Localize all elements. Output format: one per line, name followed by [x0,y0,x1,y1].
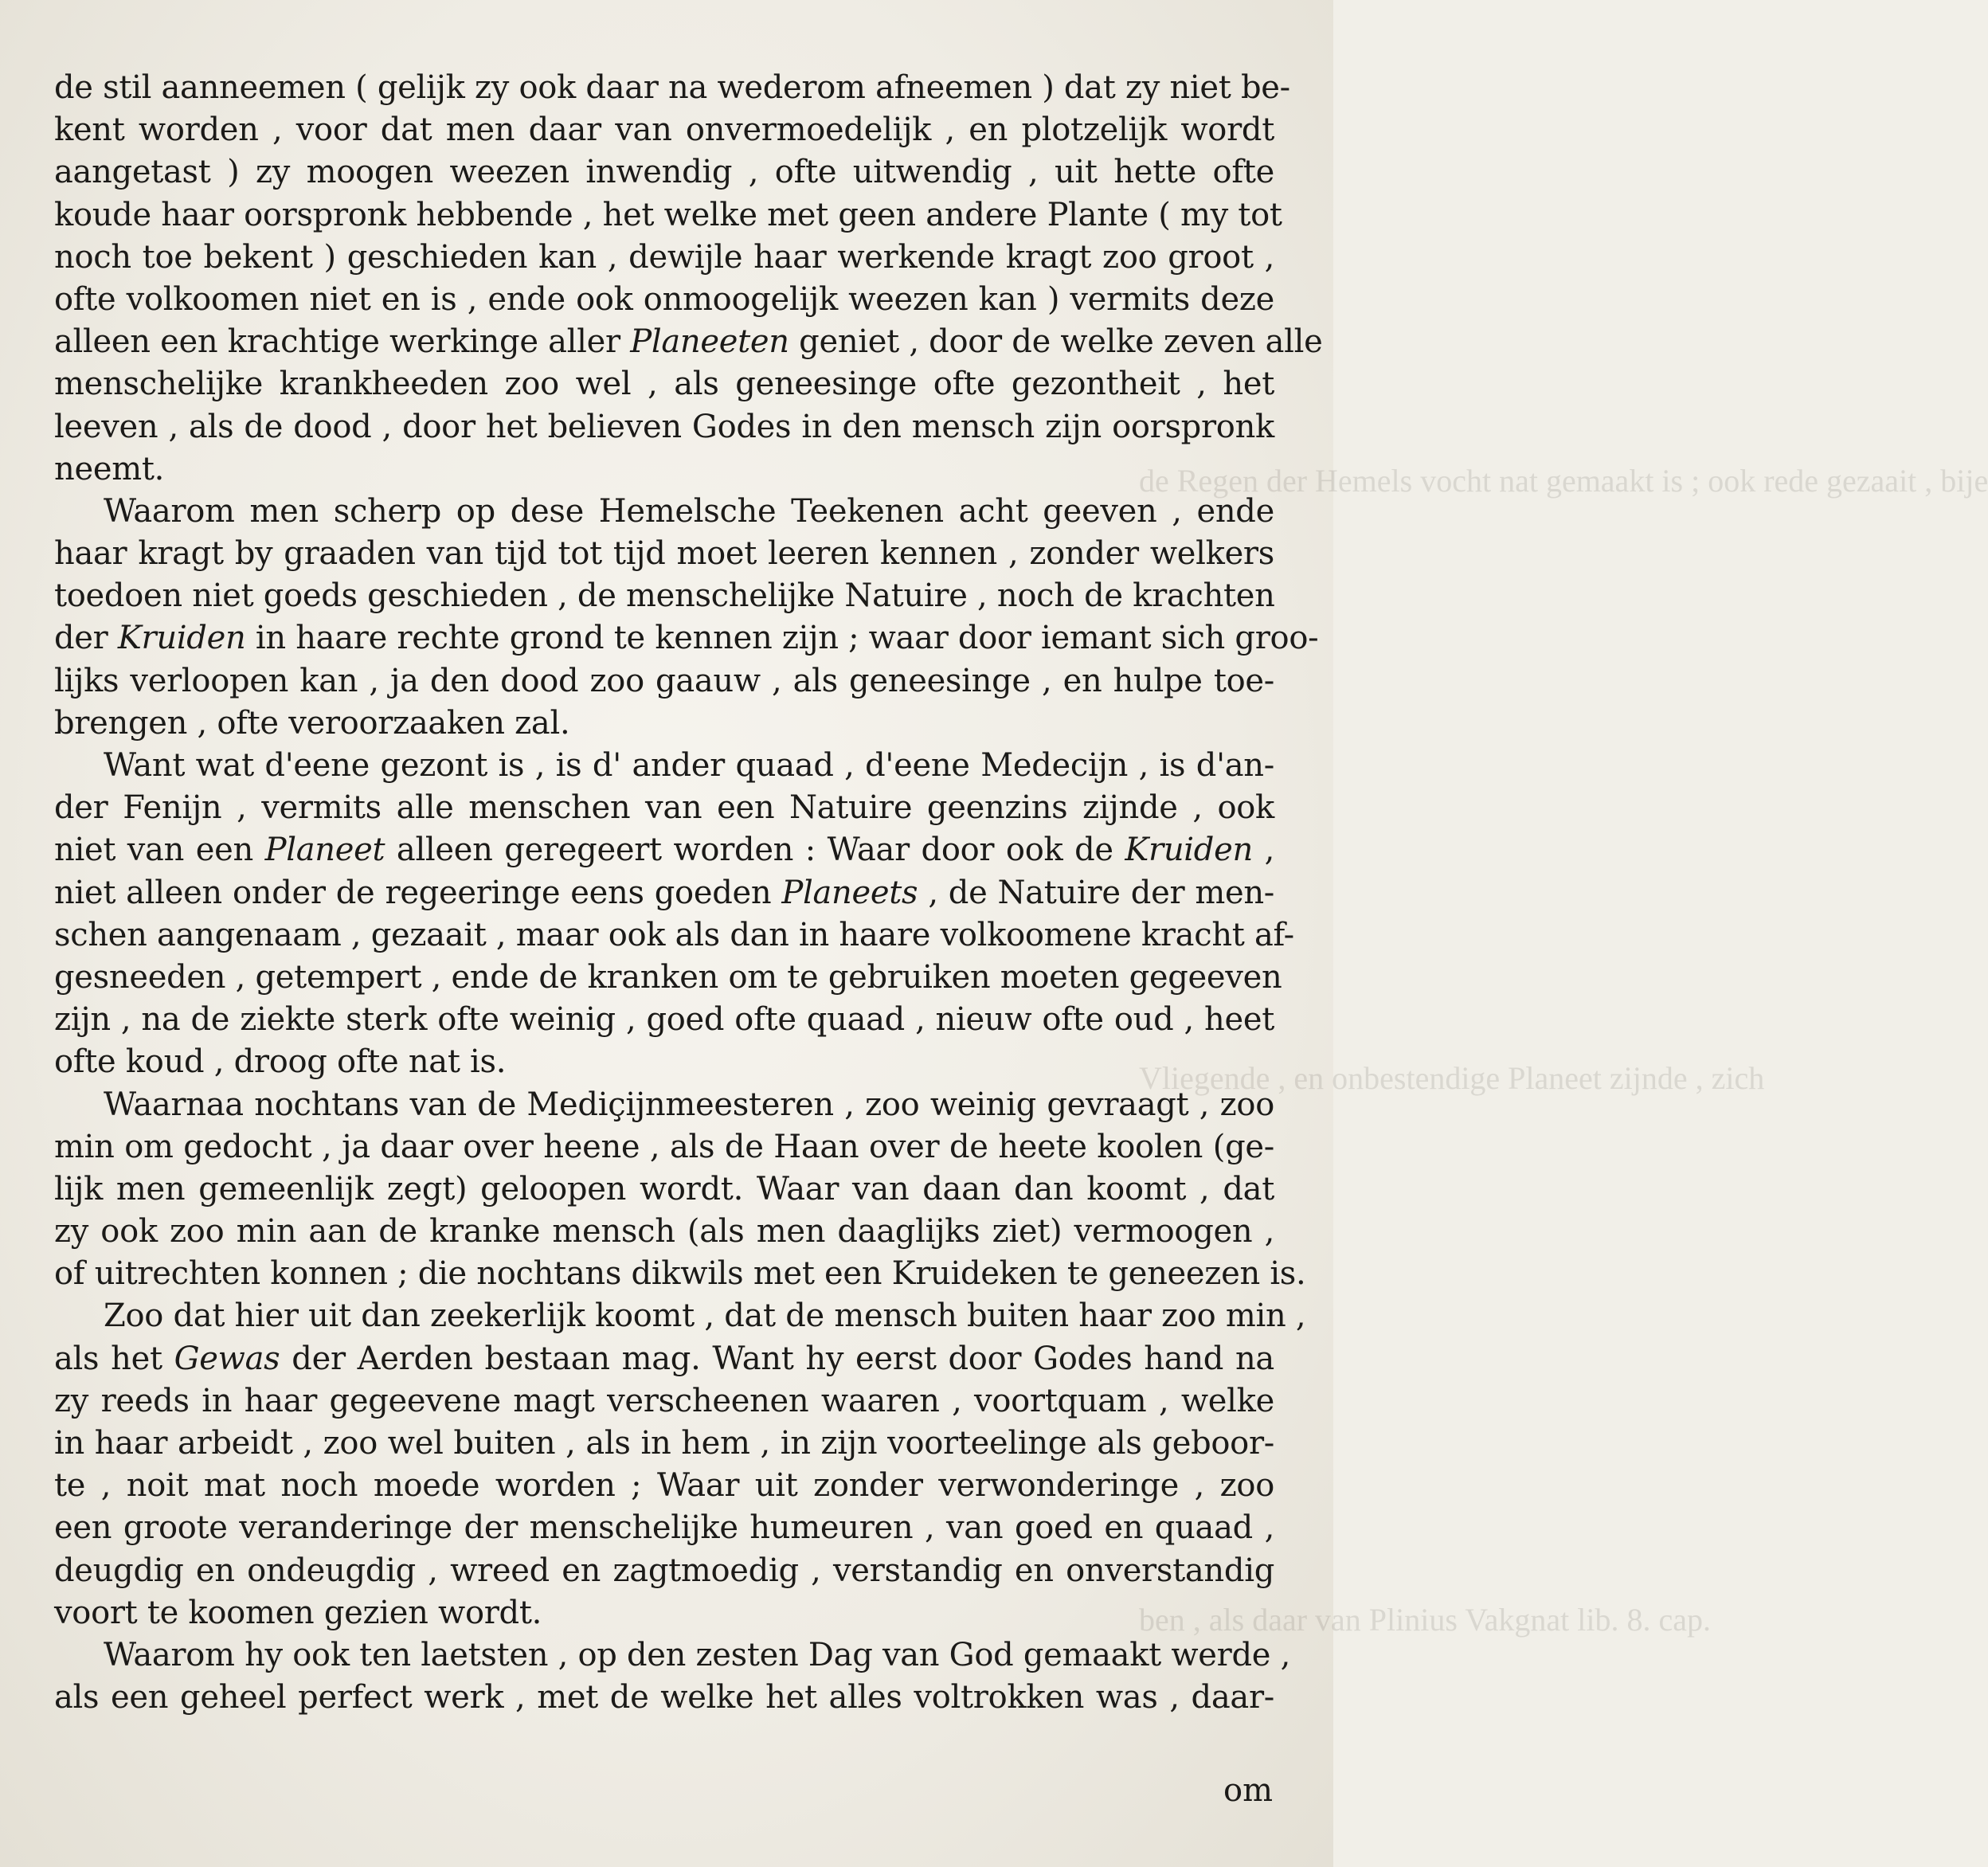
text-line: niet alleen onder de regeeringe eens goeden Planeets , de Natuire der men- [54,874,1275,911]
text-line: Waarnaa nochtans van de Mediçijnmeesteren , zoo weinig gevraagt , zoo [104,1086,1274,1123]
text-line: zy ook zoo min aan de kranke mensch (als men daaglijks ziet) vermoogen , [54,1213,1274,1251]
text-line: of uitrechten konnen ; die nochtans dikwils met een Kruideken te geneezen is. [54,1255,1306,1293]
text-line: Zoo dat hier uit dan zeekerlijk koomt , dat de mensch buiten haar zoo min , [104,1298,1306,1335]
text-line: min om gedocht , ja daar over heene , als de Haan over de heete koolen (ge- [54,1128,1274,1165]
text-line: ofte volkoomen niet en is , ende ook onmoogelijk weezen kan ) vermits deze [54,280,1274,318]
text-line: menschelijke krankheeden zoo wel , als geneesinge ofte gezontheit , het [54,366,1274,403]
text-line: Waarom men scherp op dese Hemelsche Teekenen acht geeven , ende [104,492,1274,530]
text-line: de stil aanneemen ( gelijk zy ook daar na wederom afneemen ) dat zy niet be- [54,69,1290,106]
text-line: een groote veranderinge der menschelijke humeuren , van goed en quaad , [54,1509,1274,1547]
text-line: alleen een krachtige werkinge aller Planeeten geniet , door de welke zeven alle [54,323,1323,361]
text-line: te , noit mat noch moede worden ; Waar uit zonder verwonderinge , zoo [54,1467,1274,1505]
text-line: kent worden , voor dat men daar van onvermoedelijk , en plotzelijk wordt [54,112,1274,149]
text-line: der Fenijn , vermits alle menschen van een Natuire geenzins zijnde , ook [54,789,1274,827]
text-line: ofte koud , droog ofte nat is. [54,1043,507,1081]
text-line: noch toe bekent ) geschieden kan , dewijle haar werkende kragt zoo groot , [54,238,1274,276]
text-line: in haar arbeidt , zoo wel buiten , als in hem , in zijn voorteelinge als geboor- [54,1425,1274,1462]
text-line: zy reeds in haar gegeevene magt verscheenen waaren , voortquam , welke [54,1382,1274,1419]
text-line: deugdig en ondeugdig , wreed en zagtmoedig , verstandig en onverstandig [54,1552,1274,1589]
text-line: neemt. [54,450,165,487]
text-line: toedoen niet goeds geschieden , de menschelijke Natuire , noch de krachten [54,577,1275,615]
text-line: niet van een Planeet alleen geregeert worden : Waar door ook de Kruiden , [54,832,1274,869]
text-line: voort te koomen gezien wordt. [54,1594,542,1631]
text-line: leeven , als de dood , door het believen Godes in den mensch zijn oorspronk [54,408,1274,445]
text-line: schen aangenaam , gezaait , maar ook als dan in haare volkoomene kracht af- [54,916,1294,953]
text-line: lijk men gemeenlijk zegt) geloopen wordt. Waar van daan dan koomt , dat [54,1170,1274,1207]
bleed-through-text: ben , als daar van Plinius Vakgnat lib. 8. cap. [1139,1602,1712,1638]
text-line: zijn , na de ziekte sterk ofte weinig , goed ofte quaad , nieuw ofte oud , heet [54,1001,1274,1039]
catchword: om [1223,1772,1273,1809]
body-text [54,67,1323,1719]
bleed-through-text: Vliegende , en onbestendige Planeet zijnde , zich [1139,1060,1765,1096]
text-line: als een geheel perfect werk , met de welke het alles voltrokken was , daar- [54,1679,1274,1716]
bleed-through-text: de Regen der Hemels vocht nat gemaakt is ; ook rede gezaait , bije [1139,463,1988,499]
text-line: Waarom hy ook ten laetsten , op den zesten Dag van God gemaakt werde , [104,1636,1290,1673]
text-line: aangetast ) zy moogen weezen inwendig , ofte uitwendig , uit hette ofte [54,154,1274,191]
text-line: Want wat d'eene gezont is , is d' ander quaad , d'eene Medecijn , is d'an- [104,747,1274,784]
text-line: der Kruiden in haare rechte grond te kennen zijn ; waar door iemant sich groo- [54,620,1319,657]
text-line: haar kragt by graaden van tijd tot tijd moet leeren kennen , zonder welkers [54,535,1274,573]
text-line: als het Gewas der Aerden bestaan mag. Want hy eerst door Godes hand na [54,1340,1274,1377]
text-line: brengen , ofte veroorzaaken zal. [54,704,570,742]
text-line: lijks verloopen kan , ja den dood zoo gaauw , als geneesinge , en hulpe toe- [54,662,1274,699]
text-line: gesneeden , getempert , ende de kranken om te gebruiken moeten gegeeven [54,958,1282,996]
text-line: koude haar oorspronk hebbende , het welke met geen andere Plante ( my tot [54,196,1282,233]
